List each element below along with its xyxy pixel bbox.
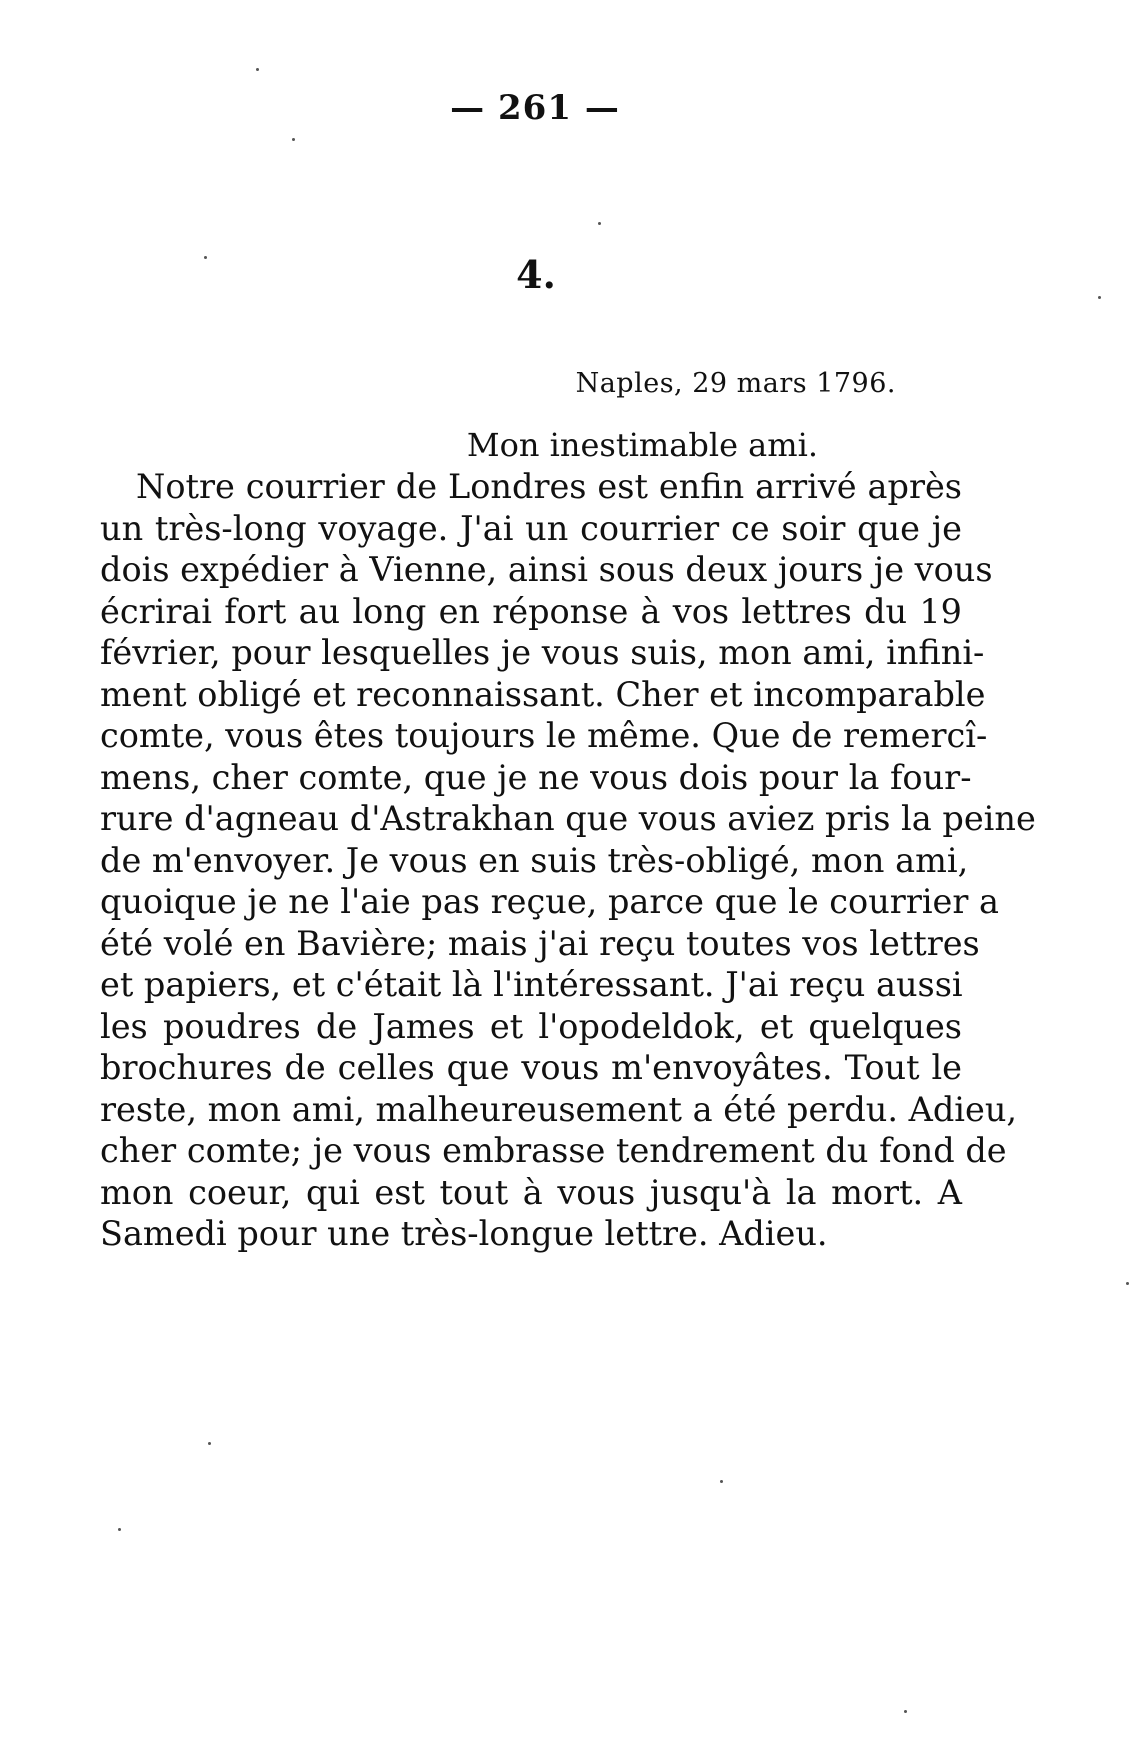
scan-speck	[904, 1710, 907, 1713]
body-line: écrirai fort au long en réponse à vos lettres du 19	[100, 591, 962, 631]
scan-speck	[598, 222, 601, 225]
letter-number: 4.	[516, 252, 556, 297]
body-line: Samedi pour une très-longue lettre. Adieu.	[100, 1214, 828, 1253]
body-line: reste, mon ami, malheureusement a été perdu. Adieu,	[100, 1089, 1018, 1129]
body-line: et papiers, et c'était là l'intéressant. J'ai reçu aussi	[100, 965, 963, 1004]
scan-speck	[118, 1528, 121, 1531]
body-line: dois expédier à Vienne, ainsi sous deux jours je vous	[100, 550, 993, 589]
body-line: les poudres de James et l'opodeldok, et quelques	[100, 1006, 962, 1046]
body-line: comte, vous êtes toujours le même. Que de remercî-	[100, 716, 988, 755]
body-line: Notre courrier de Londres est enfin arrivé après	[136, 467, 962, 506]
dateline: Naples, 29 mars 1796.	[575, 368, 896, 399]
body-line: ment obligé et reconnaissant. Cher et incomparable	[100, 674, 986, 714]
scan-speck	[292, 138, 295, 141]
body-line: rure d'agneau d'Astrakhan que vous aviez pris la peine	[100, 799, 1036, 838]
scan-speck	[256, 68, 259, 71]
scan-speck	[720, 1480, 723, 1483]
body-line: mens, cher comte, que je ne vous dois pour la four-	[100, 757, 972, 797]
body-line: quoique je ne l'aie pas reçue, parce que le courrier a	[100, 882, 1000, 921]
body-line: février, pour lesquelles je vous suis, mon ami, infini-	[100, 633, 985, 672]
body-line: été volé en Bavière; mais j'ai reçu toutes vos lettres	[100, 923, 980, 963]
scan-speck	[204, 256, 207, 259]
page-number: — 261 —	[450, 88, 620, 128]
body-line: mon coeur, qui est tout à vous jusqu'à la mort. A	[100, 1172, 962, 1212]
scan-speck	[1098, 296, 1101, 299]
body-line: brochures de celles que vous m'envoyâtes. Tout le	[100, 1048, 962, 1087]
scan-speck	[208, 1442, 211, 1445]
body-line: cher comte; je vous embrasse tendrement du fond de	[100, 1131, 1007, 1170]
body-line: de m'envoyer. Je vous en suis très-obligé, mon ami,	[100, 840, 969, 880]
salutation: Mon inestimable ami.	[466, 426, 818, 464]
scan-speck	[1126, 1282, 1129, 1285]
letter-body	[100, 466, 1036, 1255]
body-line: un très-long voyage. J'ai un courrier ce soir que je	[100, 508, 962, 548]
